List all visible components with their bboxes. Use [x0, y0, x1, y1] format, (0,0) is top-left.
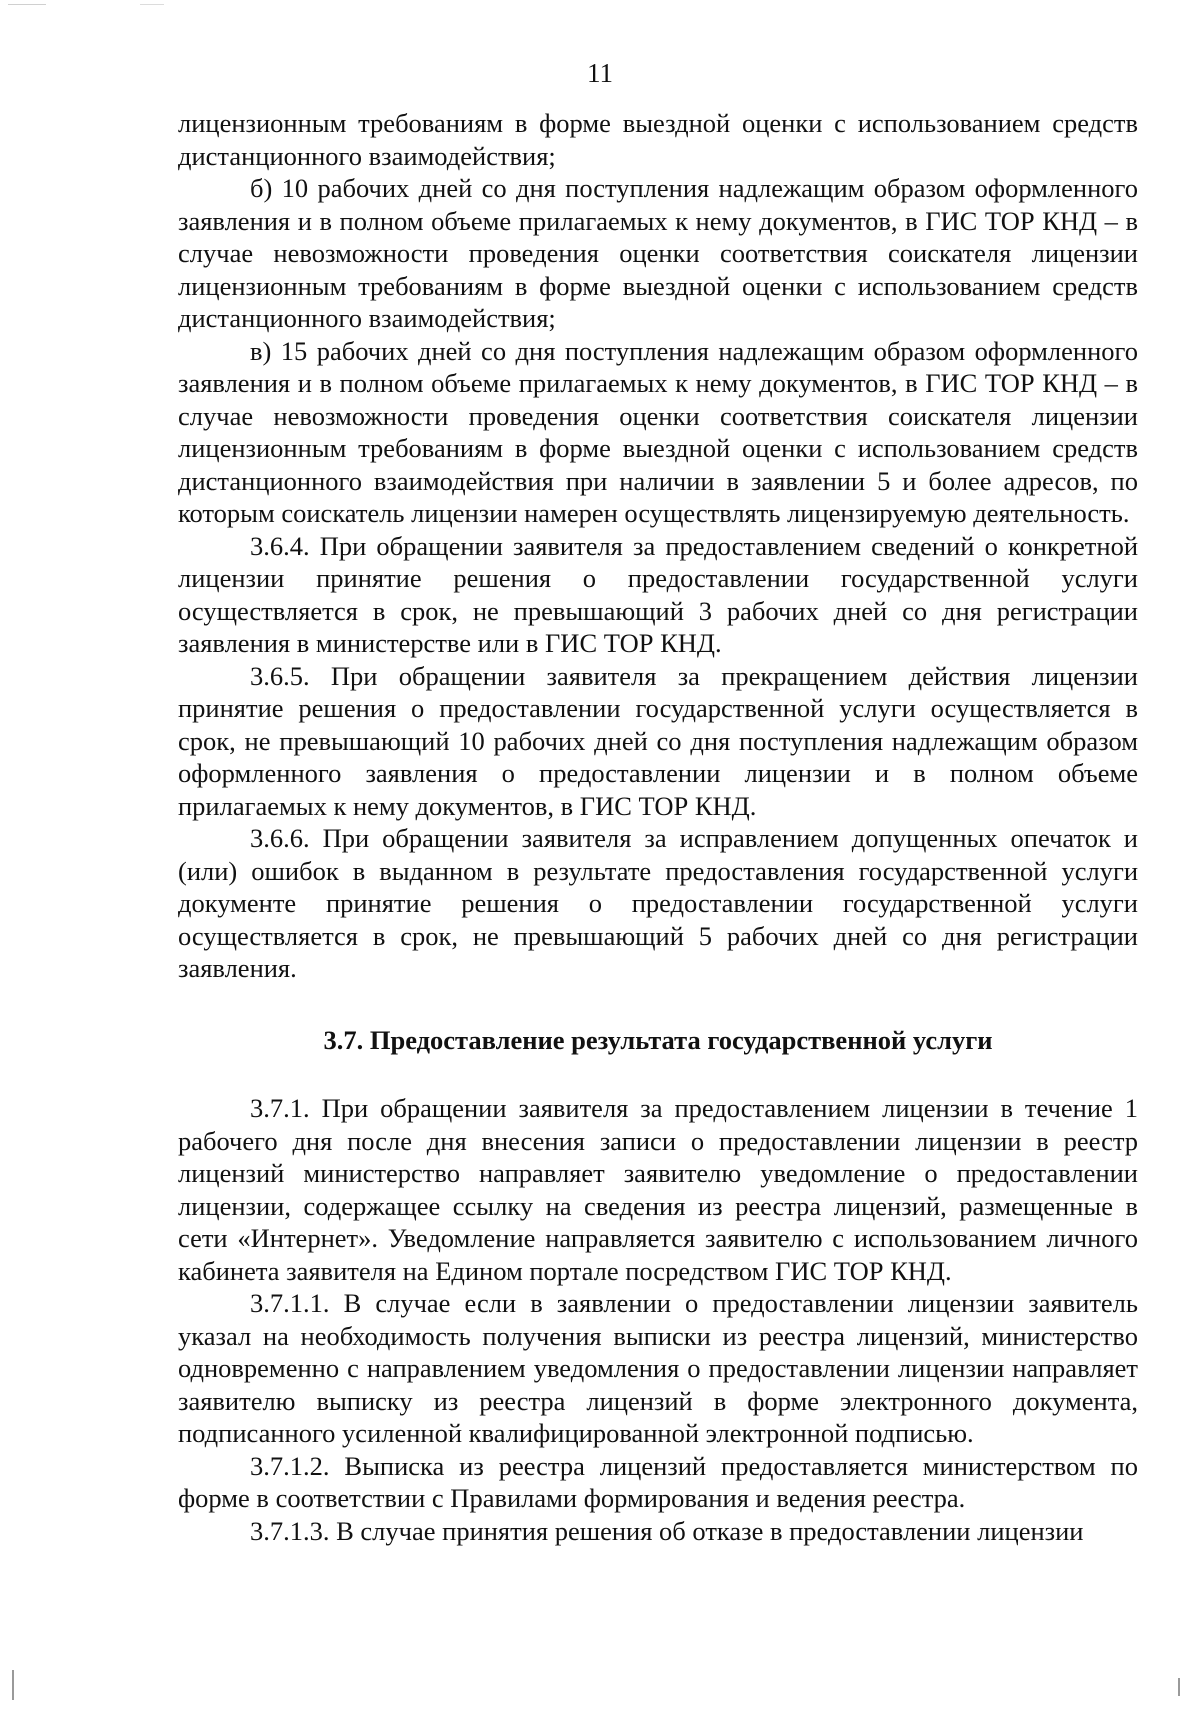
paragraph-3-7-1-1: 3.7.1.1. В случае если в заявлении о предоставлении лицензии заявитель указал на необходимость получения выписки из реестра лицензий, министерство одновременно с направлением уведомления о предоставлении лицензии направляет заявителю выписку из реестра лицензий в форме электронного документа, подписанного усиленной квалифицированной электронной подписью. [178, 1288, 1138, 1448]
paragraph-3-7-1-2: 3.7.1.2. Выписка из реестра лицензий предоставляется министерством по форме в соответствии с Правилами формирования и ведения реестра. [178, 1450, 1138, 1513]
section-heading-3-7: 3.7. Предоставление результата государственной услуги [323, 1024, 993, 1055]
document-body [178, 107, 1138, 1547]
scan-artifact-right [1178, 1678, 1180, 1696]
scan-artifact-top-left [8, 4, 46, 5]
scan-artifact-top-center [140, 4, 164, 5]
paragraph-item-b: б) 10 рабочих дней со дня поступления надлежащим образом оформленного заявления и в полном объеме прилагаемых к нему документов, в ГИС ТОР КНД – в случае невозможности проведения оценки соответствия соискателя лицензии лицензионным требованиям в форме выездной оценки с использованием средств дистанционного взаимодействия; [178, 173, 1138, 333]
page-number: 11 [587, 58, 613, 88]
paragraph-3-7-1-3: 3.7.1.3. В случае принятия решения об отказе в предоставлении лицензии [250, 1515, 1084, 1546]
scan-artifact-left [12, 1670, 14, 1700]
paragraph-3-6-6: 3.6.6. При обращении заявителя за исправлением допущенных опечаток и (или) ошибок в выданном в результате предоставления государственной услуги документе принятие решения о предоставлении государственной услуги осуществляется в срок, не превышающий 5 рабочих дней со дня регистрации заявления. [178, 823, 1138, 983]
paragraph-item-v: в) 15 рабочих дней со дня поступления надлежащим образом оформленного заявления и в полном объеме прилагаемых к нему документов, в ГИС ТОР КНД – в случае невозможности проведения оценки соответствия соискателя лицензии лицензионным требованиям в форме выездной оценки с использованием средств дистанционного взаимодействия при наличии в заявлении 5 и более адресов, по которым соискатель лицензии намерен осуществлять лицензируемую деятельность. [178, 335, 1138, 528]
paragraph-3-6-5: 3.6.5. При обращении заявителя за прекращением действия лицензии принятие решения о предоставлении государственной услуги осуществляется в срок, не превышающий 10 рабочих дней со дня поступления надлежащим образом оформленного заявления о предоставлении лицензии и в полном объеме прилагаемых к нему документов, в ГИС ТОР КНД. [178, 660, 1138, 821]
paragraph-continuation: лицензионным требованиям в форме выездной оценки с использованием средств дистанционного взаимодействия; [178, 108, 1138, 171]
paragraph-3-7-1: 3.7.1. При обращении заявителя за предоставлением лицензии в течение 1 рабочего дня после дня внесения записи о предоставлении лицензии в реестр лицензий министерство направляет заявителю уведомление о предоставлении лицензии, содержащее ссылку на сведения из реестра лицензий, размещенные в сети «Интернет». Уведомление направляется заявителю с использованием личного кабинета заявителя на Едином портале посредством ГИС ТОР КНД. [178, 1093, 1138, 1286]
paragraph-3-6-4: 3.6.4. При обращении заявителя за предоставлением сведений о конкретной лицензии принятие решения о предоставлении государственной услуги осуществляется в срок, не превышающий 3 рабочих дней со дня регистрации заявления в министерстве или в ГИС ТОР КНД. [178, 530, 1138, 658]
